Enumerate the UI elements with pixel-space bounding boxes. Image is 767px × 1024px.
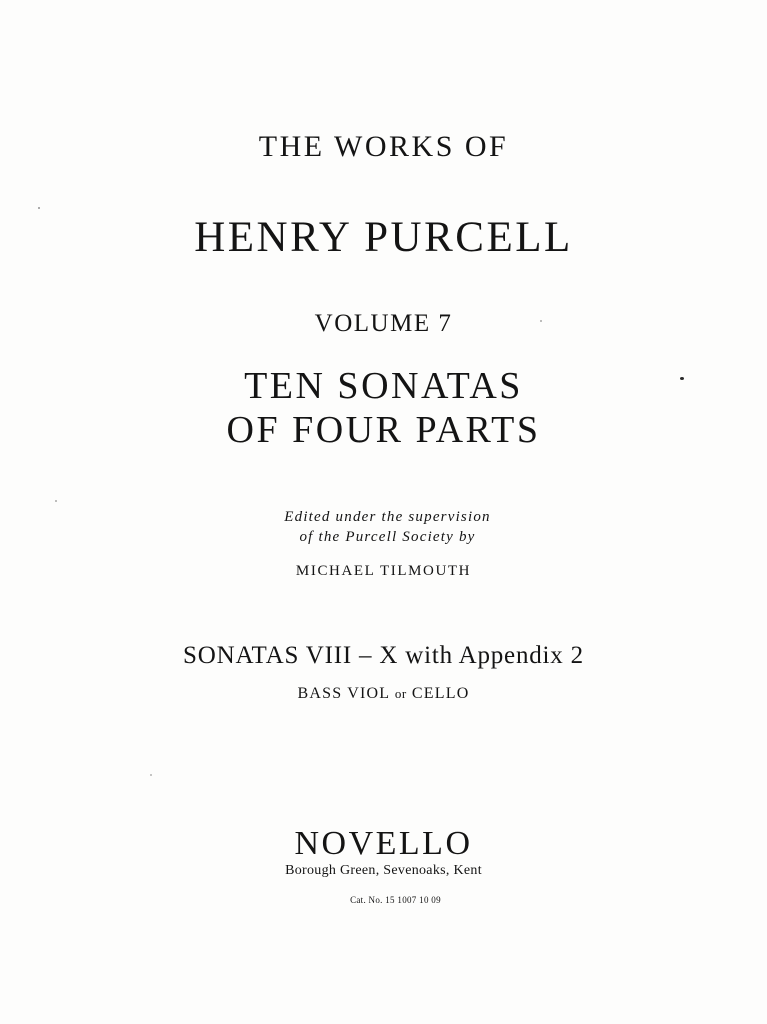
publisher-name: NOVELLO bbox=[294, 825, 473, 862]
series-title: THE WORKS OF bbox=[258, 130, 509, 163]
scan-speck bbox=[680, 377, 684, 380]
instrument-line bbox=[0, 683, 767, 705]
composer-name: HENRY PURCELL bbox=[194, 214, 573, 261]
instrument-part-1: BASS VIOL bbox=[297, 685, 390, 702]
instrument-part-2: CELLO bbox=[411, 685, 470, 702]
scan-speck bbox=[38, 207, 40, 209]
scan-speck bbox=[55, 500, 57, 502]
work-title-line-1: TEN SONATAS bbox=[244, 365, 523, 407]
work-title-line-2: OF FOUR PARTS bbox=[226, 409, 541, 451]
editor-name: MICHAEL TILMOUTH bbox=[295, 563, 472, 579]
editorial-note-line-2: of the Purcell Society by bbox=[299, 529, 476, 545]
volume-number: VOLUME 7 bbox=[314, 310, 453, 337]
scan-speck bbox=[150, 774, 152, 776]
contents-description: SONATAS VIII – X with Appendix 2 bbox=[183, 642, 584, 669]
instrument-conjunction: or bbox=[394, 686, 407, 701]
publisher-address: Borough Green, Sevenoaks, Kent bbox=[285, 863, 482, 878]
scan-speck bbox=[540, 320, 542, 322]
editorial-note-line-1: Edited under the supervision bbox=[284, 509, 491, 525]
catalogue-number: Cat. No. 15 1007 10 09 bbox=[350, 895, 441, 905]
